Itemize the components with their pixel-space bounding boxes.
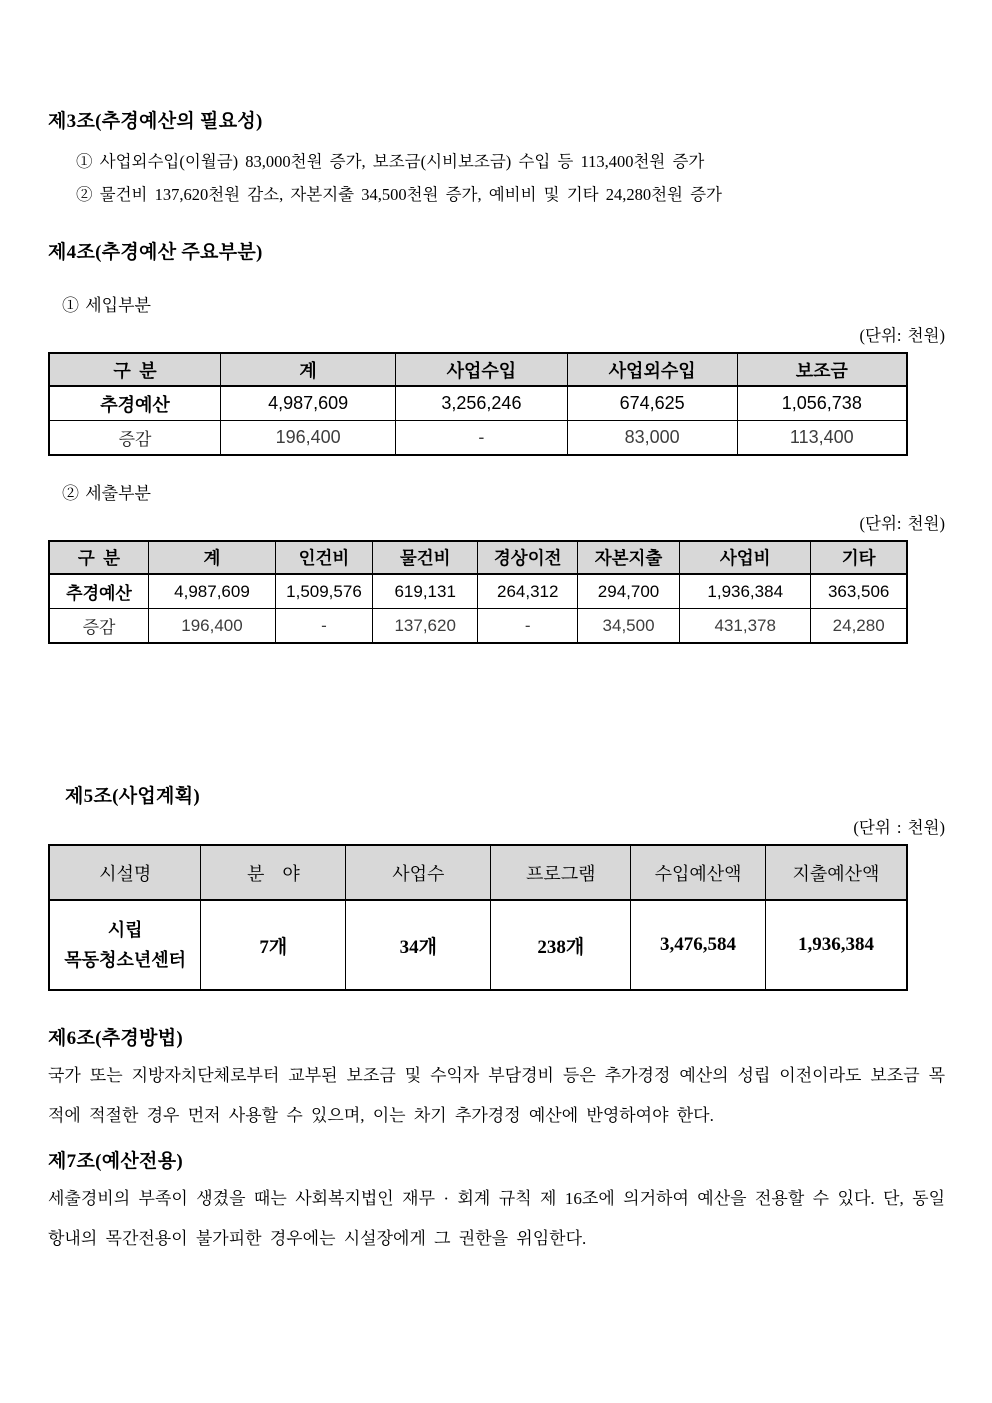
revenue-table-header-row	[49, 353, 907, 386]
expenditure-header-total: 계	[149, 541, 276, 574]
revenue-row-change-label: 증감	[49, 421, 221, 456]
article3-title: 제3조(추경예산의 필요성)	[48, 111, 263, 132]
expenditure-change-transfer: -	[478, 609, 578, 644]
expenditure-unit-label: (단위: 천원)	[859, 514, 945, 533]
plan-program-count: 238개	[491, 900, 631, 990]
revenue-header-subsidy: 보조금	[737, 353, 907, 386]
plan-header-expense-budget: 지출예산액	[765, 845, 907, 900]
expenditure-budget-capital: 294,700	[577, 574, 679, 609]
revenue-header-total: 계	[221, 353, 396, 386]
plan-facility-line2: 목동청소년센터	[64, 950, 187, 970]
revenue-table	[48, 352, 908, 456]
plan-header-field: 분 야	[201, 845, 346, 900]
expenditure-change-labor: -	[275, 609, 372, 644]
business-plan-header-row	[49, 845, 907, 900]
expenditure-budget-total: 4,987,609	[149, 574, 276, 609]
revenue-budget-nonbusiness: 674,625	[567, 386, 737, 421]
plan-header-project-count: 사업수	[346, 845, 491, 900]
plan-facility-line1: 시립	[107, 920, 143, 940]
article4-title: 제4조(추경예산 주요부분)	[48, 242, 263, 263]
plan-field-count: 7개	[201, 900, 346, 990]
revenue-change-business: -	[396, 421, 568, 456]
revenue-header-business-income: 사업수입	[396, 353, 568, 386]
article7-title: 제7조(예산전용)	[48, 1151, 183, 1172]
plan-header-facility: 시설명	[49, 845, 201, 900]
revenue-change-subsidy: 113,400	[737, 421, 907, 456]
expenditure-header-project: 사업비	[680, 541, 811, 574]
article7-body: 세출경비의 부족이 생겼을 때는 사회복지법인 재무 · 회계 규칙 제 16조에 의거하여 예산을 전용할 수 있다. 단, 동일 항내의 목간전용이 불가피한 경우에는 시설장에게 그 권한을 위임한다.	[48, 1189, 945, 1248]
expenditure-change-etc: 24,280	[811, 609, 907, 644]
revenue-change-total: 196,400	[221, 421, 396, 456]
article3-items	[76, 145, 945, 211]
expenditure-row-change-label: 증감	[49, 609, 149, 644]
expenditure-header-capital: 자본지출	[577, 541, 679, 574]
expenditure-change-goods: 137,620	[372, 609, 478, 644]
article6-title: 제6조(추경방법)	[48, 1028, 183, 1049]
table-row	[49, 609, 907, 644]
table-row	[49, 386, 907, 421]
article3-item-2: ② 물건비 137,620천원 감소, 자본지출 34,500천원 증가, 예비비 및 기타 24,280천원 증가	[76, 185, 722, 204]
plan-expense-budget: 1,936,384	[765, 900, 907, 990]
expenditure-header-labor: 인건비	[275, 541, 372, 574]
expenditure-budget-labor: 1,509,576	[275, 574, 372, 609]
plan-facility-name	[49, 900, 201, 990]
revenue-budget-business: 3,256,246	[396, 386, 568, 421]
expenditure-change-capital: 34,500	[577, 609, 679, 644]
expenditure-table-header-row	[49, 541, 907, 574]
revenue-budget-subsidy: 1,056,738	[737, 386, 907, 421]
business-plan-table	[48, 844, 908, 991]
table-row	[49, 421, 907, 456]
revenue-section-label: ① 세입부분	[62, 296, 151, 315]
revenue-header-nonbusiness-income: 사업외수입	[567, 353, 737, 386]
article5-title: 제5조(사업계획)	[65, 786, 200, 807]
expenditure-header-goods: 물건비	[372, 541, 478, 574]
expenditure-table	[48, 540, 908, 644]
plan-header-program: 프로그램	[491, 845, 631, 900]
article3-item-1: ① 사업외수입(이월금) 83,000천원 증가, 보조금(시비보조금) 수입 등 113,400천원 증가	[76, 152, 705, 171]
plan-header-income-budget: 수입예산액	[631, 845, 766, 900]
table-row	[49, 900, 907, 990]
revenue-header-gubun: 구 분	[49, 353, 221, 386]
expenditure-budget-goods: 619,131	[372, 574, 478, 609]
revenue-budget-total: 4,987,609	[221, 386, 396, 421]
article6-body: 국가 또는 지방자치단체로부터 교부된 보조금 및 수익자 부담경비 등은 추가경정 예산의 성립 이전이라도 보조금 목적에 적절한 경우 먼저 사용할 수 있으며, 이는 차기 추가경정 예산에 반영하여야 한다.	[48, 1066, 945, 1125]
revenue-change-nonbusiness: 83,000	[567, 421, 737, 456]
revenue-unit-label: (단위: 천원)	[859, 326, 945, 345]
expenditure-budget-etc: 363,506	[811, 574, 907, 609]
table-row	[49, 574, 907, 609]
business-plan-unit-label: (단위 : 천원)	[853, 818, 945, 837]
expenditure-row-budget-label: 추경예산	[49, 574, 149, 609]
plan-project-count: 34개	[346, 900, 491, 990]
expenditure-header-etc: 기타	[811, 541, 907, 574]
expenditure-section-label: ② 세출부분	[62, 484, 151, 503]
expenditure-change-project: 431,378	[680, 609, 811, 644]
expenditure-budget-project: 1,936,384	[680, 574, 811, 609]
expenditure-header-gubun: 구 분	[49, 541, 149, 574]
expenditure-budget-transfer: 264,312	[478, 574, 578, 609]
expenditure-header-transfer: 경상이전	[478, 541, 578, 574]
revenue-row-budget-label: 추경예산	[49, 386, 221, 421]
expenditure-change-total: 196,400	[149, 609, 276, 644]
plan-income-budget: 3,476,584	[631, 900, 766, 990]
